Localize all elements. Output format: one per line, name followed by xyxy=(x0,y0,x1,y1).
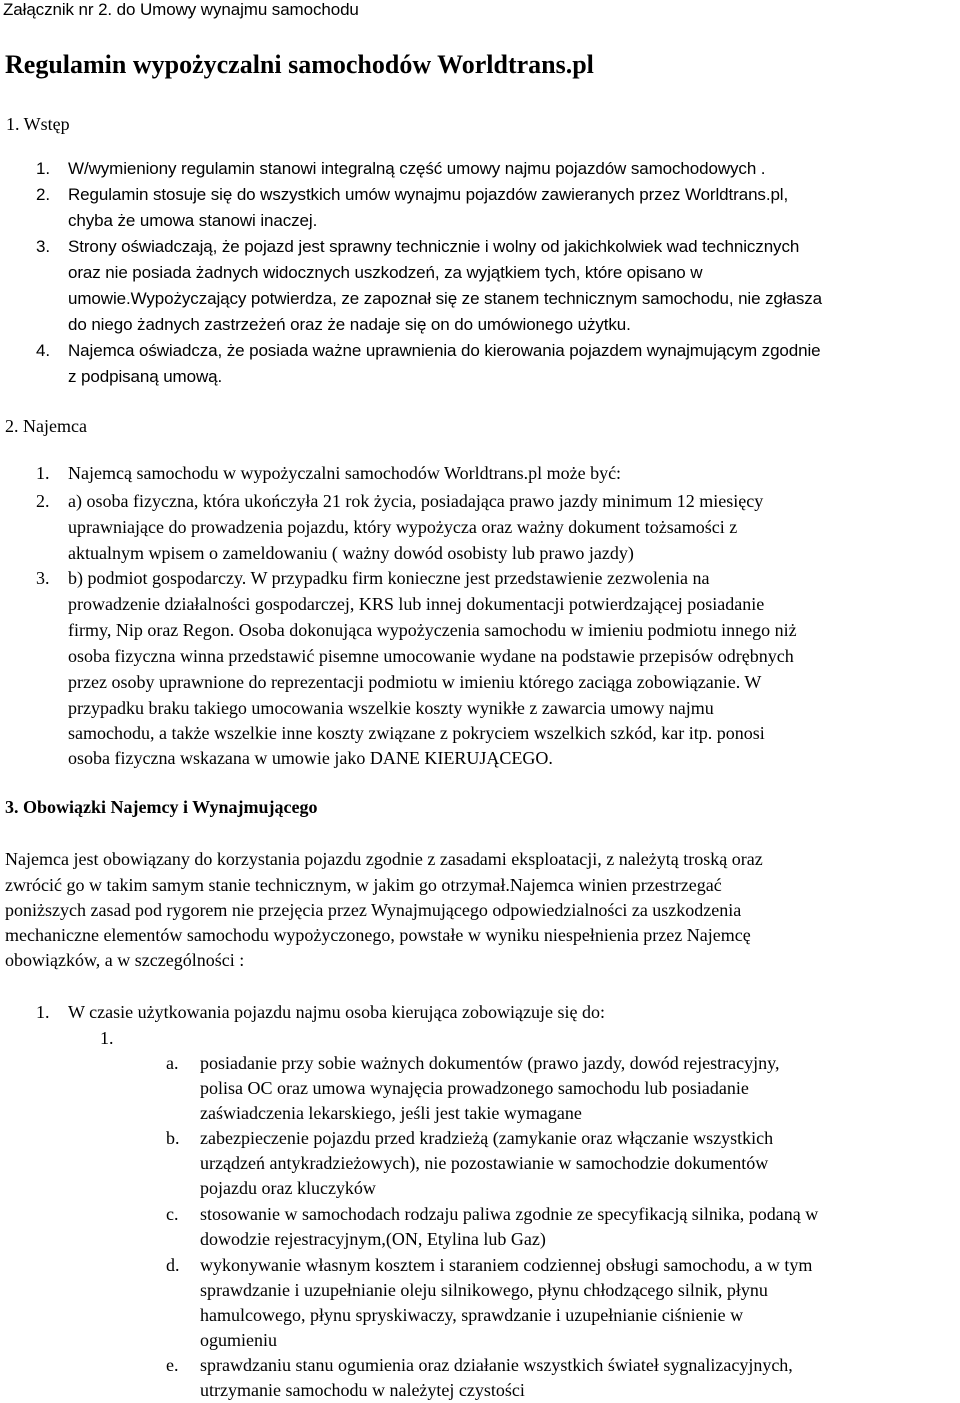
s2-item-3-line-8: osoba fizyczna wskazana w umowie jako DANE KIERUJĄCEGO. xyxy=(68,748,553,768)
s2-item-2-number: 2. xyxy=(36,491,50,511)
obligation-e-letter: e. xyxy=(166,1355,179,1375)
obligation-d-line-4: ogumieniu xyxy=(200,1330,277,1350)
s1-item-2-line-1: Regulamin stosuje się do wszystkich umów wynajmu pojazdów zawieranych przez Worldtrans.pl, xyxy=(68,185,789,204)
s2-item-1-line-1: Najemcą samochodu w wypożyczalni samochodów Worldtrans.pl może być: xyxy=(68,463,622,483)
s3-item-1-number: 1. xyxy=(36,1002,50,1022)
s2-item-3-line-6: przypadku braku takiego umocowania wszelkie koszty wynikłe z zawarcia umowy najmu xyxy=(68,698,714,718)
s1-item-3-line-1: Strony oświadczają, że pojazd jest sprawny technicznie i wolny od jakichkolwiek wad technicznych xyxy=(68,237,800,256)
obligation-e-line-1: sprawdzaniu stanu ogumienia oraz działanie wszystkich świateł sygnalizacyjnych, xyxy=(200,1355,793,1375)
s2-item-3-number: 3. xyxy=(36,568,50,588)
s2-item-2-line-2: uprawniające do prowadzenia pojazdu, który wypożycza oraz ważny dokument tożsamości z xyxy=(68,517,738,537)
document-title: Regulamin wypożyczalni samochodów Worldtrans.pl xyxy=(5,50,594,79)
s3-subnumber: 1. xyxy=(100,1028,114,1048)
obligation-c-line-2: dowodzie rejestracyjnym,(ON, Etylina lub Gaz) xyxy=(200,1229,546,1249)
obligation-b-letter: b. xyxy=(166,1128,180,1148)
s3-intro-line-3: poniższych zasad pod rygorem nie przejęcia przez Wynajmującego odpowiedzialności za uszkodzenia xyxy=(5,900,742,920)
s1-item-3-number: 3. xyxy=(36,237,50,256)
s2-item-3-line-7: samochodu, a także wszelkie inne koszty związane z pokryciem wszelkich szkód, kar itp. ponosi xyxy=(68,723,765,743)
s3-intro-line-1: Najemca jest obowiązany do korzystania pojazdu zgodnie z zasadami eksploatacji, z należytą troską oraz xyxy=(5,849,763,869)
s1-item-4-line-2: z podpisaną umową. xyxy=(68,367,223,386)
s3-intro-line-5: obowiązków, a w szczególności : xyxy=(5,950,245,970)
section-1-heading: 1. Wstęp xyxy=(6,114,70,134)
annex-header: Załącznik nr 2. do Umowy wynajmu samochodu xyxy=(3,0,359,19)
obligation-b-line-1: zabezpieczenie pojazdu przed kradzieżą (zamykanie oraz włączanie wszystkich xyxy=(200,1128,774,1148)
s1-item-4-number: 4. xyxy=(36,341,50,360)
obligation-a-line-3: zaświadczenia lekarskiego, jeśli jest takie wymagane xyxy=(200,1103,582,1123)
obligation-d-line-1: wykonywanie własnym kosztem i staraniem codziennej obsługi samochodu, a w tym xyxy=(200,1255,813,1275)
s1-item-1-number: 1. xyxy=(36,159,50,178)
obligation-a-line-1: posiadanie przy sobie ważnych dokumentów (prawo jazdy, dowód rejestracyjny, xyxy=(200,1053,780,1073)
s2-item-3-line-4: osoba fizyczna winna przedstawić pisemne umocowanie wydane na podstawie przepisów odrębnych xyxy=(68,646,794,666)
s3-intro-line-4: mechaniczne elementów samochodu wypożyczonego, powstałe w wyniku niespełnienia przez Najemcę xyxy=(5,925,751,945)
s2-item-2-line-3: aktualnym wpisem o zameldowaniu ( ważny dowód osobisty lub prawo jazdy) xyxy=(68,543,634,563)
obligation-b-line-3: pojazdu oraz kluczyków xyxy=(200,1178,376,1198)
section-2-heading: 2. Najemca xyxy=(5,416,87,436)
obligation-a-letter: a. xyxy=(166,1053,179,1073)
obligation-d-line-3: hamulcowego, płynu spryskiwaczy, sprawdzanie i uzupełnianie ciśnienie w xyxy=(200,1305,744,1325)
obligation-d-line-2: sprawdzanie i uzupełnianie oleju silnikowego, płynu chłodzącego silnik, płynu xyxy=(200,1280,768,1300)
section-3-heading: 3. Obowiązki Najemcy i Wynajmującego xyxy=(5,797,318,817)
obligation-d-letter: d. xyxy=(166,1255,180,1275)
obligation-a-line-2: polisa OC oraz umowa wynajęcia prowadzonego samochodu lub posiadanie xyxy=(200,1078,749,1098)
obligation-c-line-1: stosowanie w samochodach rodzaju paliwa zgodnie ze specyfikacją silnika, podaną w xyxy=(200,1204,819,1224)
s2-item-3-line-3: firmy, Nip oraz Regon. Osoba dokonująca wypożyczenia samochodu w imieniu podmiotu innego niż xyxy=(68,620,797,640)
s2-item-3-line-1: b) podmiot gospodarczy. W przypadku firm konieczne jest przedstawienie zezwolenia na xyxy=(68,568,710,588)
s1-item-2-line-2: chyba że umowa stanowi inaczej. xyxy=(68,211,318,230)
obligation-b-line-2: urządzeń antykradzieżowych), nie pozostawianie w samochodzie dokumentów xyxy=(200,1153,769,1173)
s2-item-1-number: 1. xyxy=(36,463,50,483)
s2-item-3-line-2: prowadzenie działalności gospodarczej, KRS lub innej dokumentacji potwierdzającej posiadanie xyxy=(68,594,765,614)
s1-item-3-line-3: umowie.Wypożyczający potwierdza, ze zapoznał się ze stanem technicznym samochodu, nie zgłasza xyxy=(68,289,823,308)
s1-item-1-line-1: W/wymieniony regulamin stanowi integralną część umowy najmu pojazdów samochodowych . xyxy=(68,159,766,178)
s1-item-2-number: 2. xyxy=(36,185,50,204)
obligation-c-letter: c. xyxy=(166,1204,179,1224)
s2-item-3-line-5: przez osoby uprawnione do reprezentacji podmiotu w imieniu którego zaciąga zobowiązanie. W xyxy=(68,672,762,692)
s1-item-3-line-4: do niego żadnych zastrzeżeń oraz że nadaje się on do umówionego użytku. xyxy=(68,315,631,334)
obligation-e-line-2: utrzymanie samochodu w należytej czystości xyxy=(200,1380,525,1400)
s1-item-3-line-2: oraz nie posiada żadnych widocznych uszkodzeń, za wyjątkiem tych, które opisano w xyxy=(68,263,703,282)
s3-intro-line-2: zwrócić go w takim samym stanie technicznym, w jakim go otrzymał.Najemca winien przestrzegać xyxy=(5,875,722,895)
s1-item-4-line-1: Najemca oświadcza, że posiada ważne uprawnienia do kierowania pojazdem wynajmującym zgodnie xyxy=(68,341,821,360)
s3-item-1-text: W czasie użytkowania pojazdu najmu osoba kierująca zobowiązuje się do: xyxy=(68,1002,605,1022)
s2-item-2-line-1: a) osoba fizyczna, która ukończyła 21 rok życia, posiadająca prawo jazdy minimum 12 miesięcy xyxy=(68,491,764,511)
